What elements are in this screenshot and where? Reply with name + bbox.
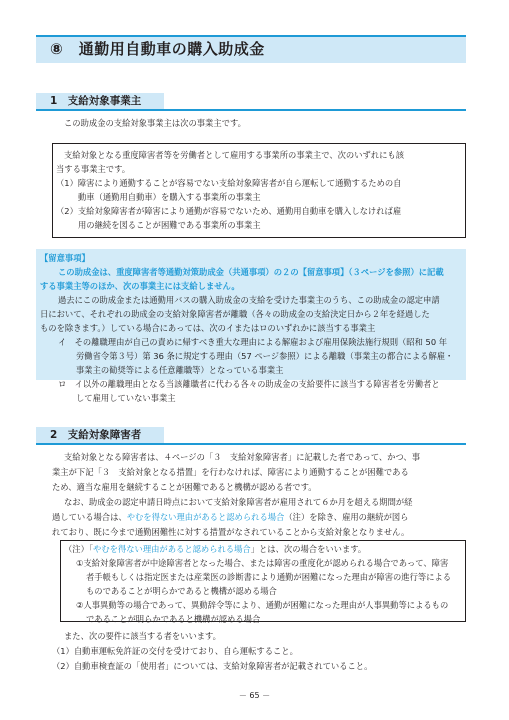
note-line: イ その離職理由が自己の責めに帰すべき重大な理由による解雇および雇用保険法施行規則（昭和 50 年	[58, 337, 448, 347]
note-bold-line: する事業主等のほか、次の事業主には支給しません。	[40, 281, 240, 291]
section2-box-emphasis: やむを得ない理由があると認められる場合	[93, 544, 251, 554]
section2-box-line: であることが明らかであると機構が認める場合	[86, 614, 261, 624]
section2-para-line: れており、既に今まで通勤困難性に対する措置がなされていることから支給対象となりません。	[52, 527, 410, 537]
note-line: 労働省令第３号）第 36 条に規定する理由（57 ページ参照）による離職（事業主の都合による解雇・	[76, 351, 454, 361]
section1-rule	[164, 109, 466, 111]
section1-heading-text: 1 支給対象事業主	[50, 94, 142, 107]
page-title: ⑧ 通勤用自動車の購入助成金	[50, 40, 265, 59]
page-title-bar	[36, 35, 466, 63]
note-line: 過去にこの助成金または通勤用バスの購入助成金の支給を受けた事業主のうち、この助成金の認定申請	[58, 295, 440, 305]
section2-para-line: ため、適当な雇用を継続することが困難であると機構が認める者です。	[52, 482, 317, 492]
section2-para-line: 支給対象となる障害者は、４ページの「３ 支給対象障害者」に記載した者であって、かつ、事	[64, 452, 421, 462]
section2-rule	[164, 443, 466, 445]
section2-box-line: ②人事異動等の場合であって、異動辞令等により、通勤が困難になった理由が人事異動等によるもの	[76, 600, 449, 610]
section1-box-line: （1）障害により通勤することが容易でない支給対象障害者が自ら運転して通勤するための自	[56, 178, 402, 188]
section2-para-line: なお、助成金の認定申請日時点において支給対象障害者が雇用されて６か月を超える期間が経	[64, 497, 413, 507]
section1-box-line: 当する事業主です。	[56, 164, 131, 174]
section2-box-segment: 」とは、次の場合をいいます。	[250, 544, 367, 554]
section2-after-line: また、次の要件に該当する者をいいます。	[64, 631, 221, 641]
note-line: して雇用していない事業主	[76, 393, 176, 403]
section2-after-line: （2）自動車検査証の「使用者」については、支給対象障害者が記載されていること。	[52, 661, 373, 671]
section1-box-line: 用の継続を図ることが困難である事業所の事業主	[78, 220, 261, 230]
section1-box-line: 支給対象となる重度障害者等を労働者として雇用する事業所の事業主で、次のいずれにも該	[64, 150, 405, 160]
note-line: 日において、それぞれの助成金の支給対象障害者が離職（各々の助成金の支給決定日から２年を経過した	[40, 309, 430, 319]
section2-box-line-mixed	[64, 543, 366, 556]
page-number: － 65 －	[238, 691, 271, 700]
section2-box-segment: （注）「	[64, 544, 94, 554]
section2-after-line: （1）自動車運転免許証の交付を受けており、自ら運転すること。	[52, 646, 298, 656]
section2-para-line: 業主が下記「３ 支給対象となる措置」を行わなければ、障害により通勤することが困難である	[52, 467, 409, 477]
section2-box-line: 者手帳もしくは指定医または産業医の診断書により通勤が困難になった理由が障害の進行等による	[86, 572, 452, 582]
section1-intro: この助成金の支給対象事業主は次の事業主です。	[64, 118, 246, 128]
section1-heading	[36, 93, 164, 111]
section2-para-emphasis: やむを得ない理由があると認められる場合	[126, 512, 285, 522]
note-line: ロ イ以外の離職理由となる当該離職者に代わる各々の助成金の支給要件に該当する障害者を労働者と	[58, 379, 440, 389]
section2-box-line: ものであることが明らかであると機構が認める場合	[86, 586, 277, 596]
section2-para-segment: 過している場合は、	[52, 512, 127, 522]
section2-heading-text: 2 支給対象障害者	[50, 428, 142, 441]
section1-box-line: 動車（通勤用自動車）を購入する事業所の事業主	[78, 192, 261, 202]
note-bold-line: この助成金は、重度障害者等通勤対策助成金（共通事項）の２の【留意事項】（３ページを参照）に記載	[58, 267, 444, 277]
section1-box-line: （2）支給対象障害者が障害により通勤が容易でないため、通勤用自動車を購入しなければ雇	[56, 206, 402, 216]
section2-para-line-mixed	[52, 511, 408, 524]
note-label: 【留意事項】	[40, 253, 90, 263]
note-line: 事業主の勧奨等による任意離職等）となっている事業主	[76, 365, 284, 375]
section2-box-line: ①支給対象障害者が中途障害者となった場合、または障害の重度化が認められる場合であって、障害	[76, 558, 449, 568]
section2-para-segment: （注）を除き、雇用の継続が図ら	[284, 512, 409, 522]
note-line: ものを除きます。）している場合にあっては、次のイまたはロのいずれかに該当する事業主	[40, 323, 376, 333]
section2-heading	[36, 427, 164, 445]
